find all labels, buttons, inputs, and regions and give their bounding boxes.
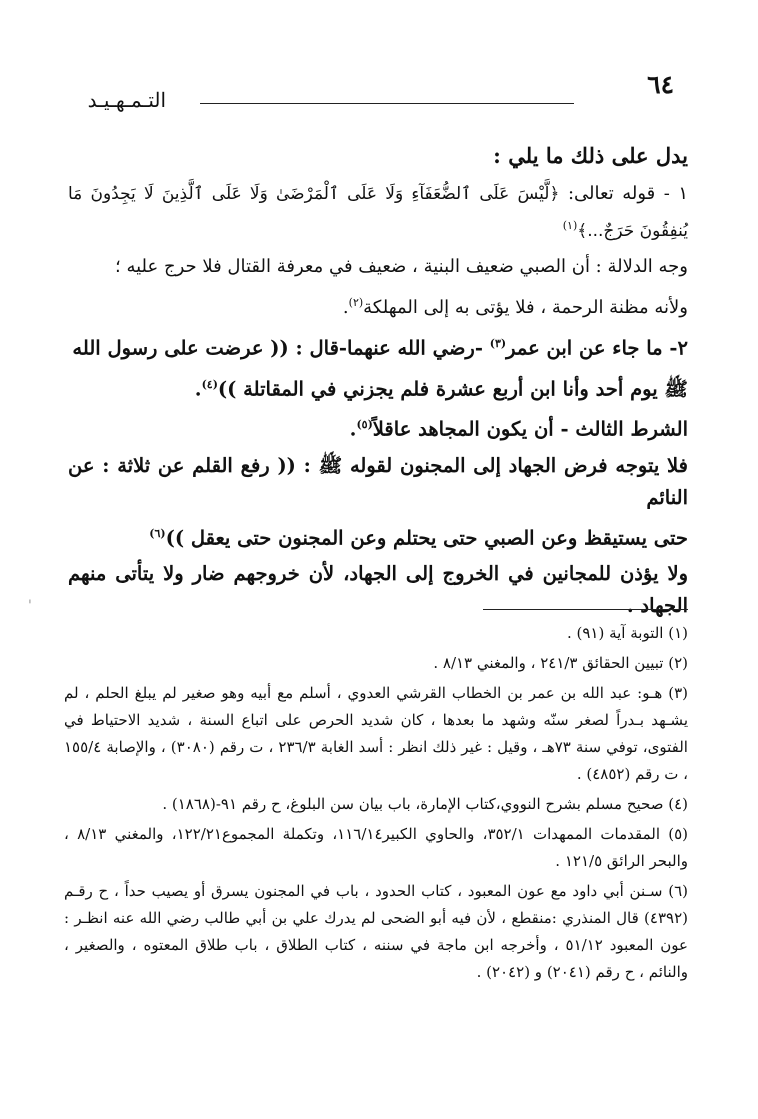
footnote-1: (١) التوبة آية (٩١) . <box>566 624 688 642</box>
footnotes <box>64 620 688 989</box>
paragraph-condition-3: الشرط الثالث - أن يكون المجاهد عاقلاً$^{(٥)}$. <box>349 417 688 441</box>
inference-cont-text: ولأنه مظنة الرحمة ، فلا يؤتى به إلى المهلكة <box>363 297 688 318</box>
paragraph-hadith-2-cont <box>68 518 688 555</box>
footnote-2: (٢) تبيين الحقائق ٢٤١/٣ ، والمغني ٨/١٣ . <box>433 654 688 672</box>
footnote-3: (٣) هـو: عبد الله بن عمر بن الخطاب القرشي العدوي ، أسلم مع أبيه وهو صغير لم يبلغ الحلم ، لم يشـهد بـدراً لصغر سنّه وشهد ما بعدها ، كان شديد الحرص على اتباع السنة ، شديد الاحتياط في الفتوى، توفي سنة ٧٣هـ ، وقيل : غير ذلك انظر : أسد الغابة ٢٣٦/٣ ، ت رقم (٣٠٨٠) ، والإصابة ١٥٥/٤ ، ت رقم (٤٨٥٢) . <box>64 684 688 783</box>
running-title: التـمـهـيـد <box>87 88 166 112</box>
header-rule <box>200 103 574 104</box>
evidence-2-text-b: -رضي الله عنهما-قال : (( عرضت على رسول الله <box>72 336 483 360</box>
evidence-2-text-a: ٢- ما جاء عن ابن عمر <box>506 336 688 360</box>
condition-3-text: الشرط الثالث - أن يكون المجاهد عاقلاً <box>372 417 688 441</box>
footnote-rule <box>483 609 688 610</box>
paragraph-inference: وجه الدلالة : أن الصبي ضعيف البنية ، ضعيف في معرفة القتال فلا حرج عليه ؛ <box>115 256 688 277</box>
paragraph-intro: يدل على ذلك ما يلي : <box>493 143 688 168</box>
hadith-1-text: ﷺ يوم أحد وأنا ابن أربع عشرة فلم يجزني في المقاتلة )) <box>217 377 688 400</box>
main-text <box>68 140 688 626</box>
footnote-4: (٤) صحيح مسلم بشرح النووي،كتاب الإمارة، باب بيان سن البلوغ، ح رقم ٩١-(١٨٦٨) . <box>162 795 688 813</box>
quran-verse: ﴿لَّيْسَ عَلَى ٱلضُّعَفَآءِ وَلَا عَلَى ٱلْمَرْضَىٰ وَلَا عَلَى ٱلَّذِينَ لَا يَجِدُونَ مَا يُنفِقُونَ حَرَجٌ...﴾ <box>68 184 688 241</box>
footnote-ref-5[interactable]: (٥) <box>356 418 373 431</box>
footnote-6: (٦) سـنن أبي داود مع عون المعبود ، كتاب الحدود ، باب في المجنون يسرق أو يصيب حداً ، ح رقـم (٤٣٩٢) قال المنذري :منقطع ، لأن فيه أبو الضحى لم يدرك علي بن أبي طالب رضي الله عنه انظـر : عون المعبود ٥١/١٢ ، وأخرجه ابن ماجة في سننه ، كتاب الطلاق ، باب طلاق المعتوه ، والصغير ، والنائم ، ح رقم (٢٠٤١) و (٢٠٤٢) . <box>64 882 688 981</box>
page-number: ٦٤ <box>647 70 674 99</box>
margin-mark: ' <box>28 598 32 614</box>
paragraph-inference-cont: ولأنه مظنة الرحمة ، فلا يؤتى به إلى المهلكة$^{(٢)}$. <box>342 296 688 318</box>
hadith-2-cont-text: حتى يستيقظ وعن الصبي حتى يحتلم وعن المجنون حتى يعقل )) <box>165 526 688 549</box>
paragraph-evidence-2 <box>68 328 688 365</box>
footnote-ref-2[interactable]: (٢) <box>348 296 364 309</box>
paragraph-conclusion: ولا يؤذن للمجانين في الخروج إلى الجهاد، لأن خروجهم ضار ولا يتأتى منهم الجهاد . <box>68 562 688 617</box>
footnote-ref-6[interactable]: (٦) <box>149 526 166 540</box>
paragraph-evidence-1 <box>68 178 688 247</box>
footnote-ref-4[interactable]: (٤) <box>201 377 218 391</box>
footnote-ref-3[interactable]: (٣) <box>489 337 507 350</box>
paragraph-hadith-1: ﷺ يوم أحد وأنا ابن أربع عشرة فلم يجزني في المقاتلة ))$^{(٤)}$. <box>194 377 688 400</box>
evidence-1-label: ١ - قوله تعالى: <box>567 183 688 204</box>
paragraph-hadith-2: فلا يتوجه فرض الجهاد إلى المجنون لقوله ﷺ : (( رفع القلم عن ثلاثة : عن النائم <box>68 453 688 509</box>
footnote-ref-1[interactable]: (١) <box>562 219 578 232</box>
footnote-5: (٥) المقدمات الممهدات ٣٥٢/١، والحاوي الكبير١١٦/١٤، وتكملة المجموع١٢٢/٢١، والمغني ٨/١٣ ، والبحر الرائق ١٢١/٥ . <box>64 825 689 870</box>
